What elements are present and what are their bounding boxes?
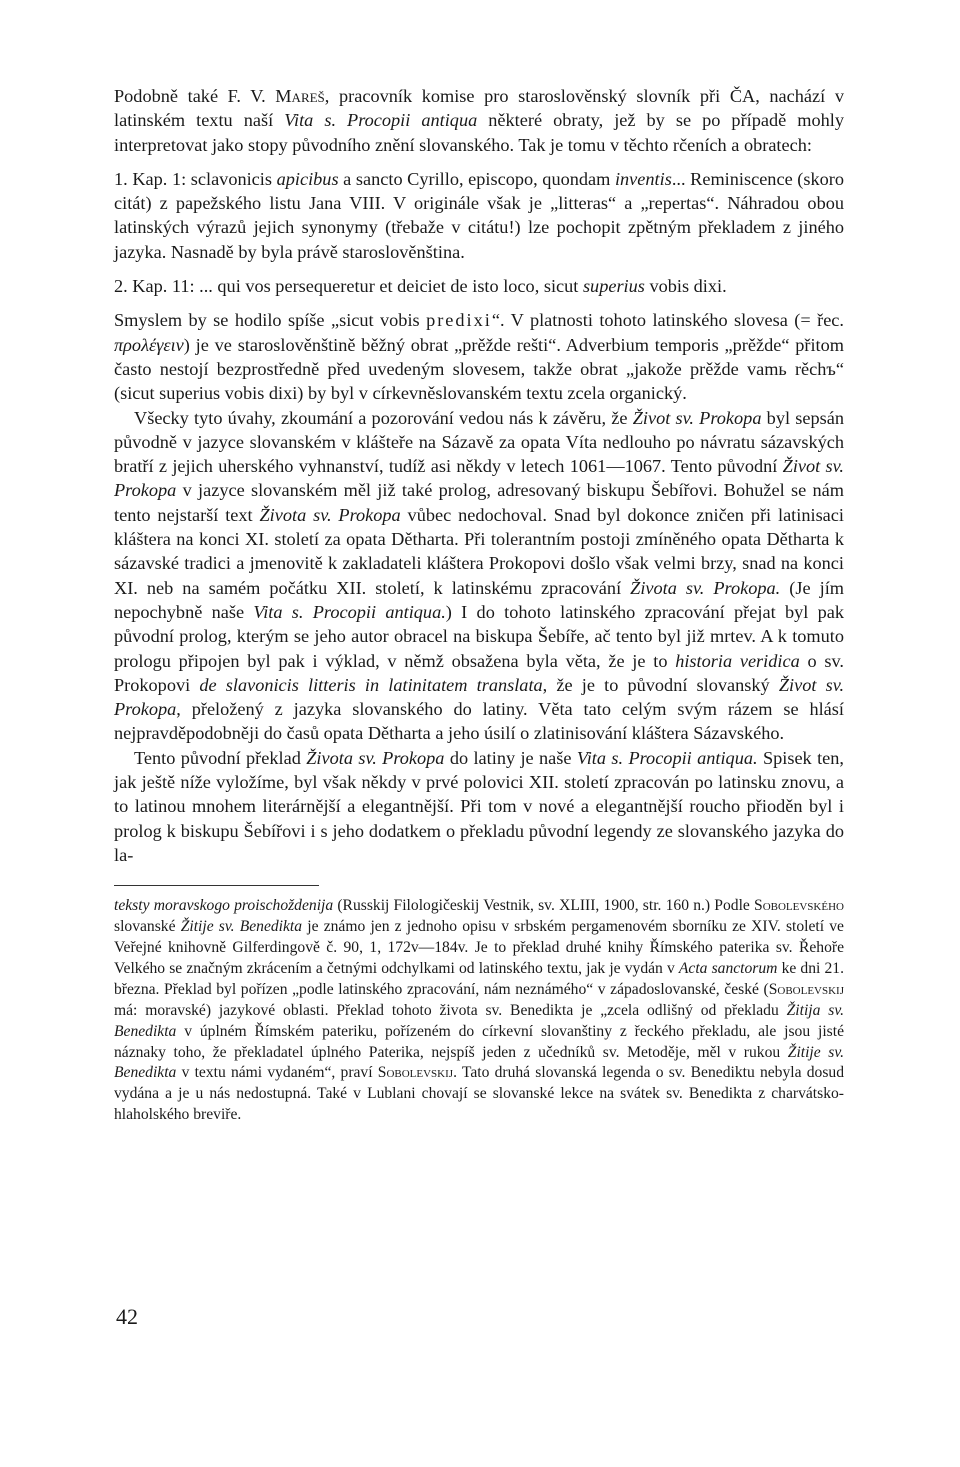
paragraph: Smyslem by se hodilo spíše „sicut vobis predixi“. V platnosti tohoto latinského slovesa (= řec. προλέγειν) je ve staroslověnštině běžný obrat „prěžde rešti“. Adverbium temporis „prěžde“ přitom často nestojí bezprostředně před uvedeným slovesem, takže obrat „jakože prěžde vamь rěchъ“ (sicut superius vobis dixi) by byl v církevněslovanském textu zcela organický. [114,310,844,404]
paragraph: 2. Kap. 11: ... qui vos persequeretur et deiciet de isto loco, sicut superius vobis dixi. [114,276,727,297]
page-body [114,84,844,1126]
paragraph: Všecky tyto úvahy, zkoumání a pozorování vedou nás k závěru, že Život sv. Prokopa byl sepsán původně v jazyce slovanském v klášteře na Sázavě za opata Víta nedlouho po návratu sázavských bratří z jejich uherského vyhnanství, tudíž asi někdy v letech 1061—1067. Tento původní Život sv. Prokopa v jazyce slovanském měl již také prolog, adresovaný biskupu Šebířovi. Bohužel se nám tento nejstarší text Života sv. Prokopa vůbec nedochoval. Snad byl dokonce zničen při latinisaci kláštera na konci XI. století za opata Dětharta. Při tolerantním postoji zmíněného opata Dětharta k sázavské tradici a jmenovitě k zakladateli kláštera Prokopovi došlo však velmi brzy, snad na konci XI. neb na samém počátku XII. století, k latinskému zpracování Života sv. Prokopa. (Je jím nepochybně naše Vita s. Procopii antiqua.) I do tohoto latinského zpracování přejat byl pak původní prolog, kterým se jeho autor obracel na biskupa Šebíře, ač tento byl již mrtev. A k tomuto prologu připojen byl pak i výklad, v němž obsažena byla věta, že je to historia veridica o sv. Prokopovi de slavonicis litteris in latinitatem translata, že je to původní slovanský Život sv. Prokopa, přeložený z jazyka slovanského do latiny. Věta tato celým svým rázem se hlásí nejpravděpodobněji do časů opata Dětharta a jeho úsilí o zlatinisování kláštera Sázavského. [114,407,845,744]
footnote [114,896,844,1126]
main-text [114,84,844,867]
paragraph: Podobně také F. V. Mareš, pracovník komise pro staroslověnský slovník při ČA, nachází v latinském textu naší Vita s. Procopii antiqua některé obraty, jež by se po případě mohly interpretovat jako stopy původního znění slovanského. Tak je tomu v těchto rčeních a obratech: [114,86,844,155]
footnote-rule [114,885,319,886]
paragraph: 1. Kap. 1: sclavonicis apicibus a sancto Cyrillo, episcopo, quondam inventis... Reminiscence (skoro citát) z papežského listu Jana VIII. V originále však je „litteras“ a „repertas“. Náhradou obou latinských výrazů jejich synonymy (třebaže v citátu!) lze pochopit zpětným překladem z jiného jazyka. Nasnadě by byla právě staroslověnština. [114,168,844,262]
page-number: 42 [116,1304,138,1329]
footnote-text: teksty moravskogo proischoždenija (Russkij Filologičeskij Vestnik, sv. XLIII, 1900, str. 160 n.) Podle Sobolevského slovanské Žitije sv. Benedikta je známo jen z jednoho opisu v srbském pergamenovém sborníku ze XIV. století ve Veřejné knihovně Gilferdingově č. 90, 1, 172v—184v. Je to překlad druhé knihy Římského paterika sv. Řehoře Velkého se značným zkrácením a četnými odchylkami od latinského textu, jak je vydán v Acta sanctorum ke dni 21. března. Překlad byl pořízen „podle latinského zpracování, nám neznámého“ v západoslovanské, české (Sobolevskij má: moravské) jazykové oblasti. Překlad tohoto života sv. Benedikta je „zcela odlišný od překladu Žitija sv. Benedikta v úplném Římském pateriku, pořízeném do církevní slovanštiny z řeckého překladu, ale jsou jisté náznaky toho, že překladatel úplného Paterika, nejspíš jeden z učedníků sv. Metoděje, měl v rukou Žitije sv. Benedikta v textu námi vydaném“, praví Sobolevskij. Tato druhá slovanská legenda o sv. Benediktu nebyla dosud vydána a je u nás nedostupná. Také v Lublani chovají se slovanské lekce na svátek sv. Benedikta z charvátsko-hlaholského breviře. [114,897,844,1124]
paragraph: Tento původní překlad Života sv. Prokopa do latiny je naše Vita s. Procopii antiqua. Spisek ten, jak ještě níže vyložíme, byl však někdy v prvé polovici XII. století zpracován po latinsku znovu, a to latinou mnohem literárnější a elegantnější. Při tom v nové a elegantnější roucho přioděn byl i prolog k biskupu Šebířovi i s jeho dodatkem o překladu původní legendy ze slovanského jazyka do la- [114,747,844,865]
